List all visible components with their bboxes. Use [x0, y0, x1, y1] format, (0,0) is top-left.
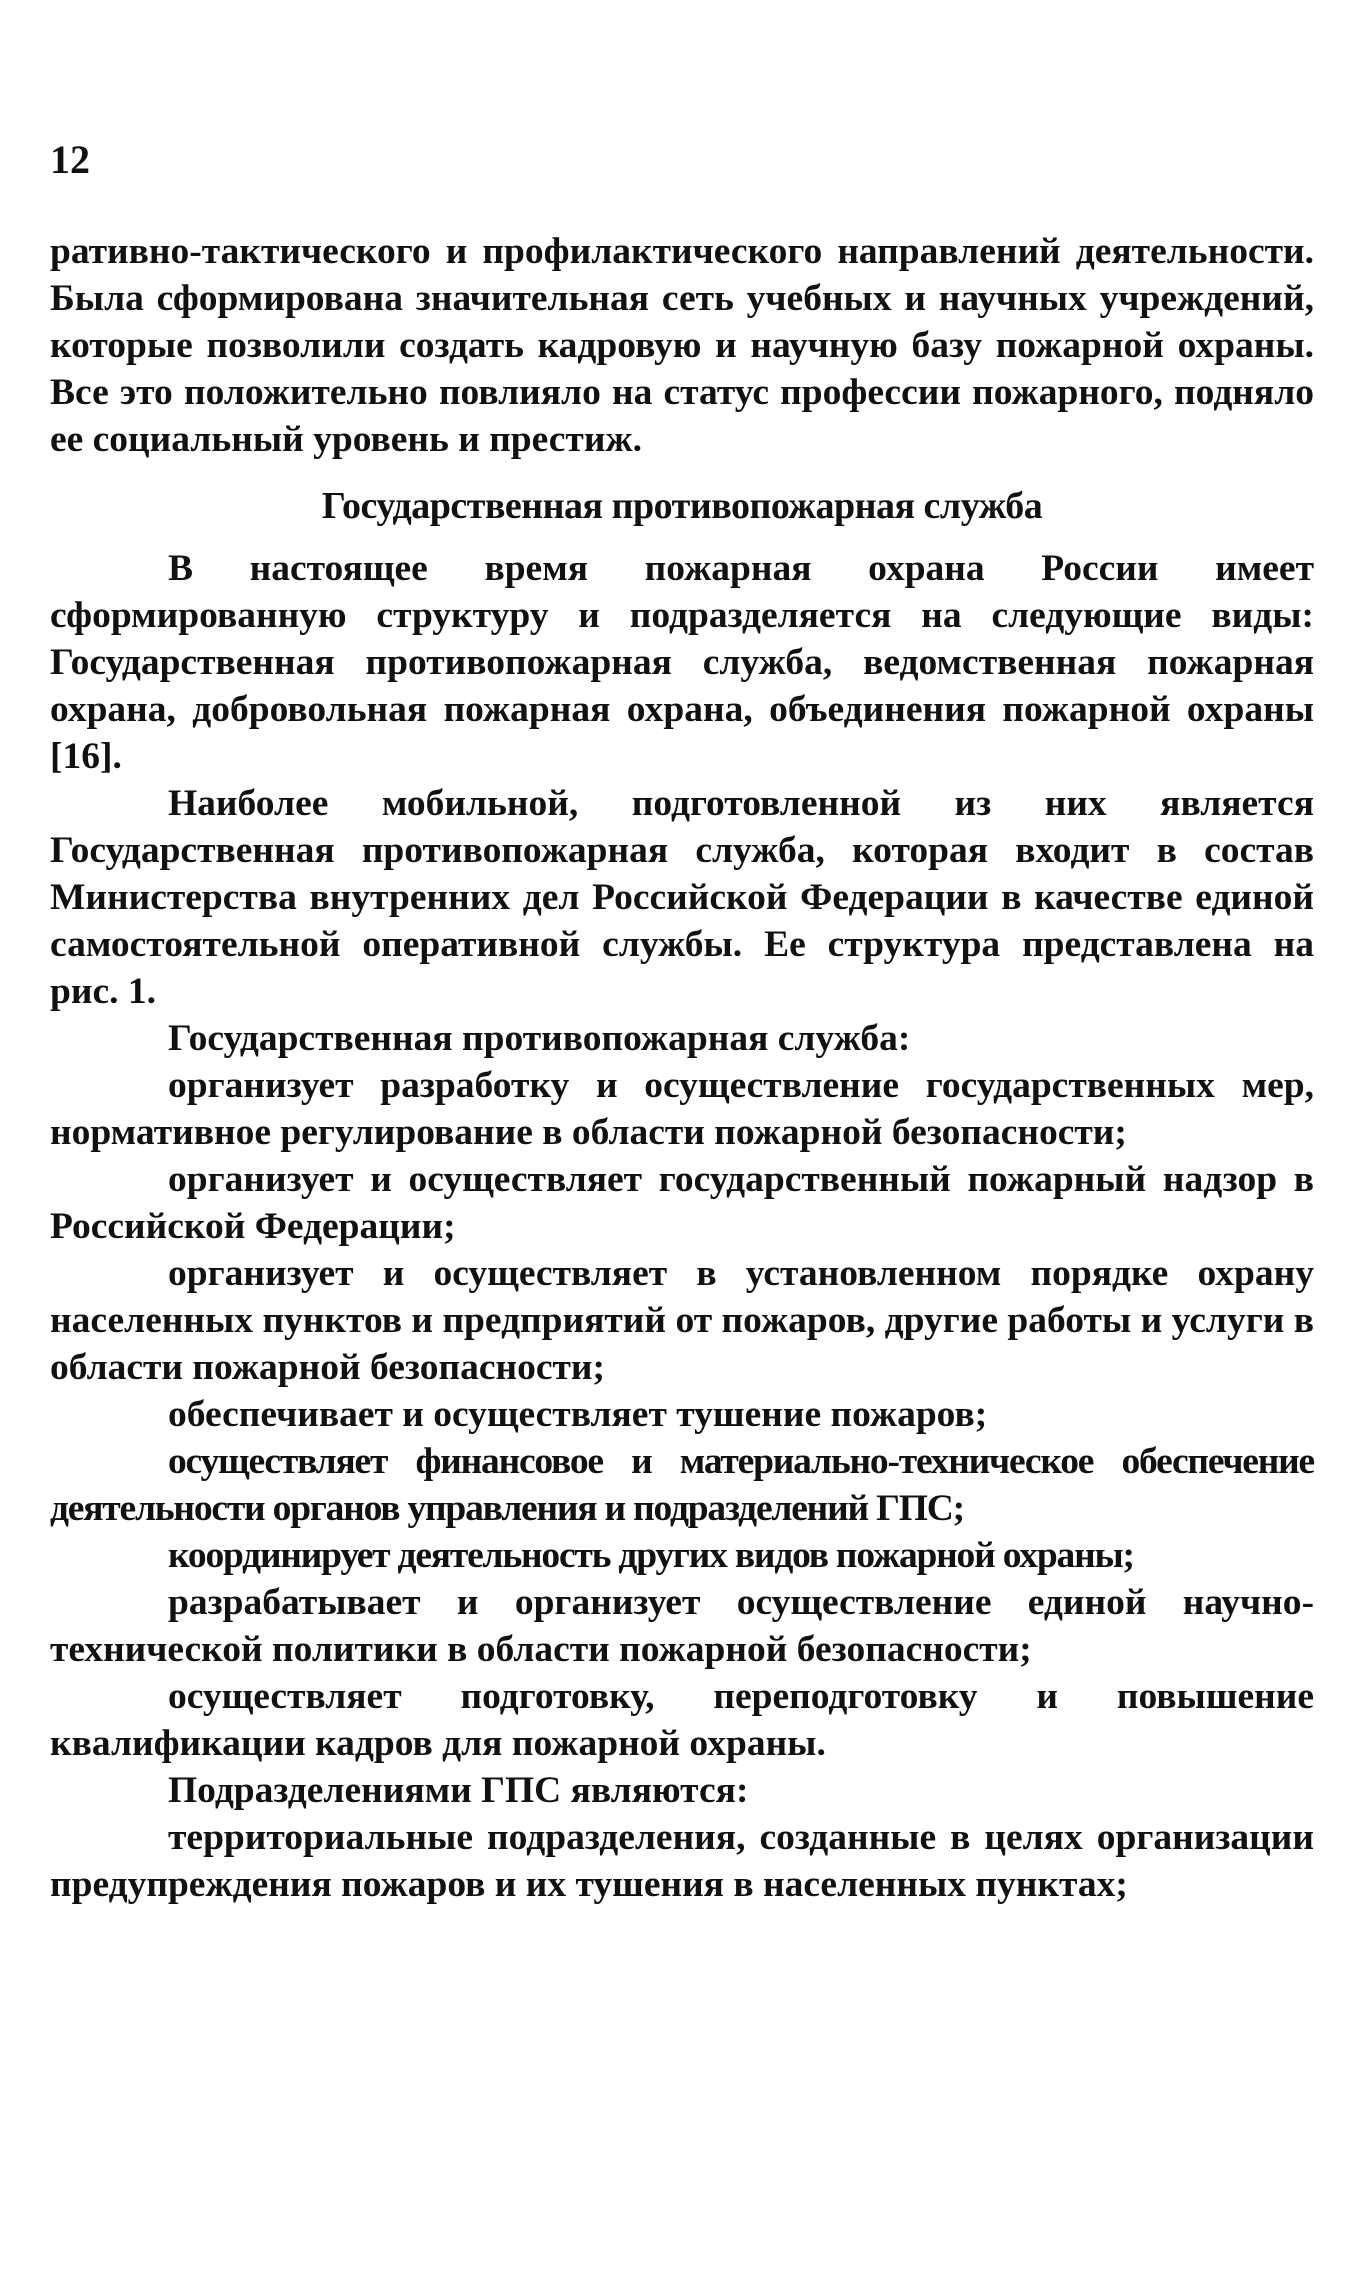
body-text: [50, 228, 1314, 1908]
paragraph-divisions-intro: Подразделениями ГПС являются:: [168, 1770, 749, 1811]
paragraph-functions-intro: Государственная противопожарная служба:: [168, 1018, 911, 1059]
paragraph-structure: В настоящее время пожарная охрана России имеет сформированную структуру и подразделяется на следующие виды: Государственная противопожарная служба, ведомственная пожарная охрана, добровольная пожарная охрана, объединения пожарной охраны [16].: [50, 548, 1314, 777]
function-item: обеспечивает и осуществляет тушение пожаров;: [168, 1394, 988, 1435]
function-item: осуществляет финансовое и материально-техническое обеспечение деятельности органов управления и подразделений ГПС;: [50, 1441, 1314, 1529]
function-item: организует и осуществляет в установленном порядке охрану населенных пунктов и предприятий от пожаров, другие работы и услуги в области пожарной безопасности;: [50, 1253, 1314, 1388]
function-item: организует разработку и осуществление государственных мер, нормативное регулирование в области пожарной безопасности;: [50, 1065, 1314, 1153]
paragraph-mobile-service: Наиболее мобильной, подготовленной из них является Государственная противопожарная служба, которая входит в состав Министерства внутренних дел Российской Федерации в качестве единой самостоятельной оперативной службы. Ее структура представлена на рис. 1.: [50, 783, 1314, 1012]
page-number: 12: [50, 137, 90, 182]
section-heading: Государственная противопожарная служба: [321, 485, 1043, 527]
function-item: координирует деятельность других видов пожарной охраны;: [168, 1535, 1134, 1576]
function-item: организует и осуществляет государственный пожарный надзор в Российской Федерации;: [50, 1159, 1314, 1247]
function-item: осуществляет подготовку, переподготовку и повышение квалификации кадров для пожарной охраны.: [50, 1676, 1314, 1764]
division-item: территориальные подразделения, созданные в целях организации предупреждения пожаров и их тушения в населенных пунктах;: [50, 1817, 1314, 1905]
function-item: разрабатывает и организует осуществление единой научно-технической политики в области пожарной безопасности;: [50, 1582, 1314, 1670]
paragraph-intro: ративно-тактического и профилактического направлений деятельности. Была сформирована значительная сеть учебных и научных учреждений, которые позволили создать кадровую и научную базу пожарной охраны. Все это положительно повлияло на статус профессии пожарного, подняло ее социальный уровень и престиж.: [50, 231, 1314, 460]
